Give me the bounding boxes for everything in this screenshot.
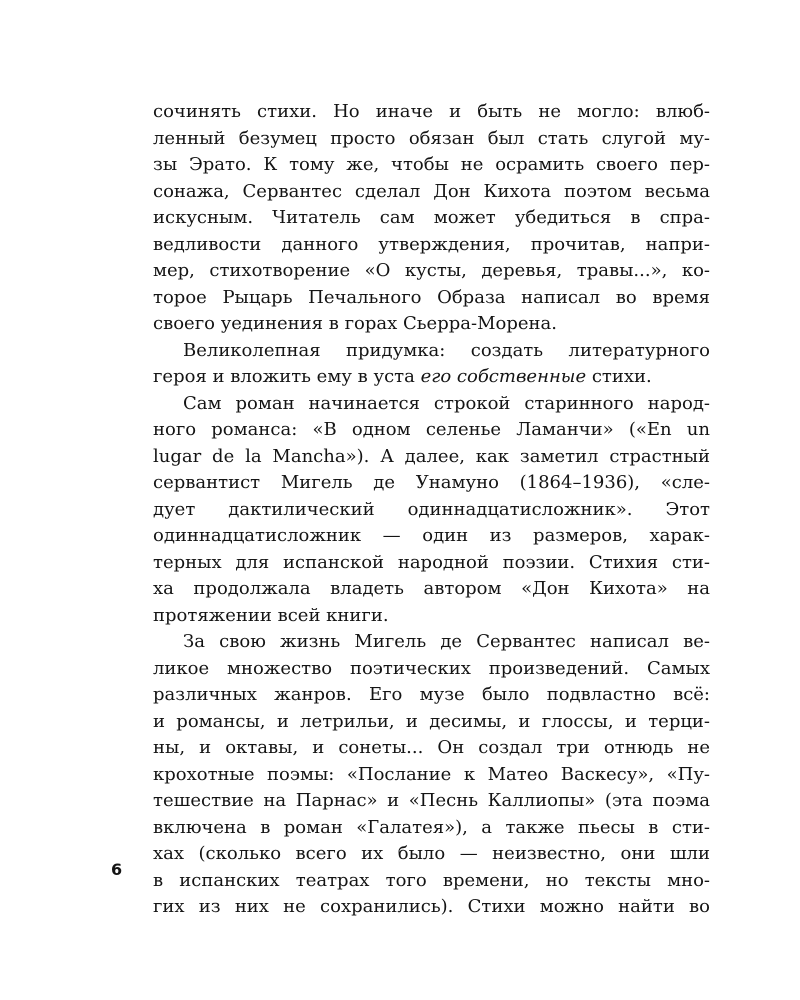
text-segment: терных для испанской народной поэзии. Стихия сти- [153, 551, 710, 573]
text-line [153, 444, 710, 471]
text-segment: сервантист Мигель де Унамуно (1864–1936), «сле- [153, 472, 710, 493]
text-line [153, 682, 710, 709]
text-line [153, 179, 710, 206]
body-text [153, 99, 710, 921]
text-segment: героя и вложить ему в уста [153, 366, 421, 387]
text-segment: ны, и октавы, и сонеты... Он создал три отнюдь не [153, 737, 710, 758]
text-line [153, 603, 710, 630]
text-segment: мер, стихотворение «О кусты, деревья, травы...», ко- [153, 260, 710, 281]
text-line [153, 258, 710, 285]
text-segment: ликое множество поэтических произведений. Самых [153, 657, 710, 679]
text-segment: хах (сколько всего их было — неизвестно, они шли [153, 843, 710, 864]
text-segment: и романсы, и летрильи, и десимы, и глоссы, и терци- [153, 710, 710, 732]
text-line [153, 99, 710, 126]
text-segment: дует дактилический одиннадцатисложник». Этот [153, 498, 710, 520]
text-segment: ха продолжала владеть автором «Дон Кихота» на [153, 578, 710, 599]
text-line [153, 629, 710, 656]
text-segment: сонажа, Сервантес сделал Дон Кихота поэтом весьма [153, 180, 710, 202]
text-segment: в испанских театрах того времени, но тексты мно- [153, 869, 710, 891]
text-line [153, 417, 710, 444]
text-segment: зы Эрато. К тому же, чтобы не осрамить своего пер- [153, 154, 710, 175]
paragraph [153, 99, 710, 338]
paragraph [153, 391, 710, 630]
text-segment: крохотные поэмы: «Послание к Матео Васкесу», «Пу- [153, 763, 710, 785]
text-line [153, 576, 710, 603]
paragraph [153, 629, 710, 921]
text-line [153, 126, 710, 153]
text-segment: искусным. Читатель сам может убедиться в спра- [153, 207, 710, 228]
text-segment: Великолепная придумка: создать литературного [183, 339, 710, 361]
text-line [153, 841, 710, 868]
text-line [153, 894, 710, 921]
text-segment: ного романса: «В одном селенье Ламанчи» («En un [153, 419, 710, 440]
text-line [153, 311, 710, 338]
text-line [153, 815, 710, 842]
text-segment: сочинять стихи. Но иначе и быть не могло: влюб- [153, 101, 710, 122]
text-line [153, 497, 710, 524]
text-line [153, 762, 710, 789]
text-line [153, 470, 710, 497]
text-line [153, 338, 710, 365]
page-number: 6 [111, 860, 123, 879]
text-segment: протяжении всей книги. [153, 604, 389, 626]
text-line [153, 391, 710, 418]
text-segment: ленный безумец просто обязан был стать слугой му- [153, 127, 710, 149]
text-line [153, 152, 710, 179]
text-line [153, 205, 710, 232]
text-line [153, 285, 710, 312]
italic-text: его собственные [420, 366, 587, 387]
text-segment: включена в роман «Галатея»), а также пьесы в сти- [153, 816, 710, 838]
text-segment: ведливости данного утверждения, прочитав, напри- [153, 233, 710, 255]
text-segment: lugar de la Mancha»). А далее, как заметил страстный [153, 445, 710, 467]
text-line [153, 656, 710, 683]
text-segment: За свою жизнь Мигель де Сервантес написал ве- [183, 631, 710, 652]
text-line [153, 868, 710, 895]
text-segment: своего уединения в горах Сьерра-Морена. [153, 313, 557, 334]
text-segment: гих из них не сохранились). Стихи можно найти во [153, 896, 710, 917]
text-segment: тешествие на Парнас» и «Песнь Каллиопы» (эта поэма [153, 790, 710, 811]
text-segment: различных жанров. Его музе было подвластно всё: [153, 684, 710, 705]
text-line [153, 550, 710, 577]
text-line [153, 788, 710, 815]
text-line [153, 232, 710, 259]
paragraph [153, 338, 710, 391]
text-line [153, 709, 710, 736]
text-segment: торое Рыцарь Печального Образа написал во время [153, 286, 710, 308]
text-line [153, 364, 710, 391]
text-segment: стихи. [586, 366, 652, 387]
text-line [153, 523, 710, 550]
text-segment: одиннадцатисложник — один из размеров, харак- [153, 525, 710, 546]
text-segment: Сам роман начинается строкой старинного народ- [183, 392, 710, 414]
text-line [153, 735, 710, 762]
